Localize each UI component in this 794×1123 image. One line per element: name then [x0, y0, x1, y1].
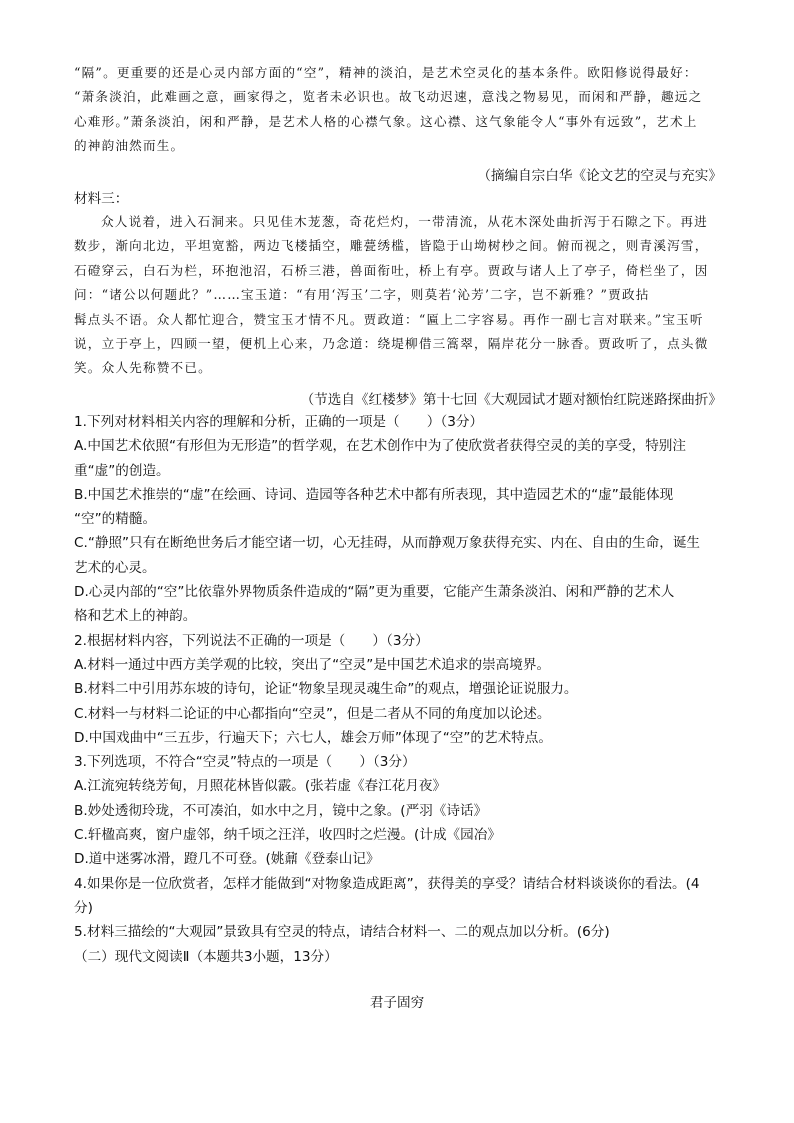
question-1-option-line: 艺术的心灵。 [74, 559, 156, 576]
question-3-option: B.妙处透彻玲珑，不可凑泊，如水中之月，镜中之象。(严羽《诗话》 [74, 802, 488, 819]
question-4-stem: 4.如果你是一位欣赏者，怎样才能做到“对物象造成距离”，获得美的享受？请结合材料谈谈你的看法。(4 [74, 875, 700, 892]
question-2-option: A.材料一通过中西方美学观的比较，突出了“空灵”是中国艺术追求的崇高境界。 [74, 656, 551, 673]
text-line: 心难形。”萧条淡泊，闲和严静，是艺术人格的心襟气象。这心襟、这气象能令人“事外有远致”，艺术上 [74, 113, 698, 129]
question-1-option-line: B.中国艺术推崇的“虚”在绘画、诗词、造园等各种艺术中都有所表现，其中造园艺术的“虚”最能体现 [74, 486, 674, 503]
material3-source: （节选自《红楼梦》第十七回《大观园试才题对额怡红院迷路探曲折》 [300, 392, 722, 408]
question-1-option-line: 重“虚”的创造。 [74, 462, 170, 479]
question-1-stem: 1.下列对材料相关内容的理解和分析，正确的一项是（ ）（3分） [74, 414, 484, 430]
article-title: 君子固穷 [369, 995, 425, 1011]
question-1-option-line: D.心灵内部的“空”比依靠外界物质条件造成的“隔”更为重要，它能产生萧条淡泊、闲和严静的艺术人 [74, 584, 675, 601]
text-line: 笑。众人先称赞不已。 [74, 360, 212, 376]
text-line: 的神韵油然而生。 [74, 138, 185, 154]
material3-paragraph [74, 210, 722, 381]
question-4-stem-continued: 分) [74, 899, 93, 916]
question-3-option: D.道中迷雾冰滑，蹬几不可登。(姚鼐《登泰山记》 [74, 851, 380, 868]
question-5-stem: 5.材料三描绘的“大观园”景致具有空灵的特点，请结合材料一、二的观点加以分析。(6分) [74, 924, 610, 941]
question-3-option: C.轩楹高爽，窗户虚邻，纳千顷之汪洋，收四时之烂漫。(计成《园冶》 [74, 827, 501, 844]
question-3-option: A.江流宛转绕芳甸，月照花林皆似霰。(张若虚《春江花月夜》 [74, 778, 447, 795]
material2-source: （摘编自宗白华《论文艺的空灵与充实》 [477, 168, 722, 184]
question-list [74, 410, 724, 969]
text-line: 石磴穿云，白石为栏，环抱池沼，石桥三港，兽面衔吐，桥上有亭。贾政与诸人上了亭子，倚栏坐了，因 [74, 262, 709, 278]
text-line: 问：“诸公以何题此？”……宝玉道：“有用‘泻玉’二字，则莫若‘沁芳’二字，岂不新雅？”贾政拈 [74, 287, 650, 303]
question-1-option-line: A.中国艺术依照“有形但为无形造”的哲学观，在艺术创作中为了使欣赏者获得空灵的美的享受，特别注 [74, 438, 686, 455]
section-heading: （二）现代文阅读Ⅱ（本题共3小题，13分） [74, 948, 338, 965]
text-line: 髯点头不语。众人都忙迎合，赞宝玉才情不凡。贾政道：“匾上二字容易。再作一副七言对联来。”宝玉听 [74, 311, 704, 327]
question-1-option-line: “空”的精髓。 [74, 511, 157, 528]
question-2-option: B.材料二中引用苏东坡的诗句，论证“物象呈现灵魂生命”的观点，增强论证说服力。 [74, 681, 578, 698]
question-2-option: D.中国戏曲中“三五步，行遍天下；六七人，雄会万师”体现了“空”的艺术特点。 [74, 729, 552, 746]
text-line: “萧条淡泊，此难画之意，画家得之，览者未必识也。故飞动迟速，意浅之物易见，而闲和严静，趣远之 [74, 89, 703, 105]
question-1-option-line: C.“静照”只有在断绝世务后才能空诸一切，心无挂碍，从而静观万象获得充实、内在、自由的生命，诞生 [74, 535, 701, 552]
question-2-option: C.材料一与材料二论证的中心都指向“空灵”，但是二者从不同的角度加以论述。 [74, 705, 551, 722]
material3-heading: 材料三： [74, 191, 129, 207]
text-line: 数步，渐向北边，平坦宽豁，两边飞楼插空，雕甍绣槛，皆隐于山坳树杪之间。俯而视之，则青溪泻雪， [74, 238, 709, 254]
text-line: 说，立于亭上，四顾一望，便机上心来，乃念道：绕堤柳借三篙翠，隔岸花分一脉香。贾政听了，点头微 [74, 336, 709, 352]
text-line: 众人说着，进入石洞来。只见佳木茏葱，奇花烂灼，一带清流，从花木深处曲折泻于石隙之下。再进 [101, 214, 708, 229]
question-2-stem: 2.根据材料内容，下列说法不正确的一项是（ ）（3分） [74, 632, 429, 649]
question-1-option-line: 格和艺术上的神韵。 [74, 608, 197, 625]
material2-tail-paragraph [74, 61, 722, 159]
text-line: “隔”。更重要的还是心灵内部方面的“空”，精神的淡泊，是艺术空灵化的基本条件。欧阳修说得最好： [74, 65, 698, 80]
question-3-stem: 3.下列选项，不符合“空灵”特点的一项是（ ）（3分） [74, 754, 416, 771]
